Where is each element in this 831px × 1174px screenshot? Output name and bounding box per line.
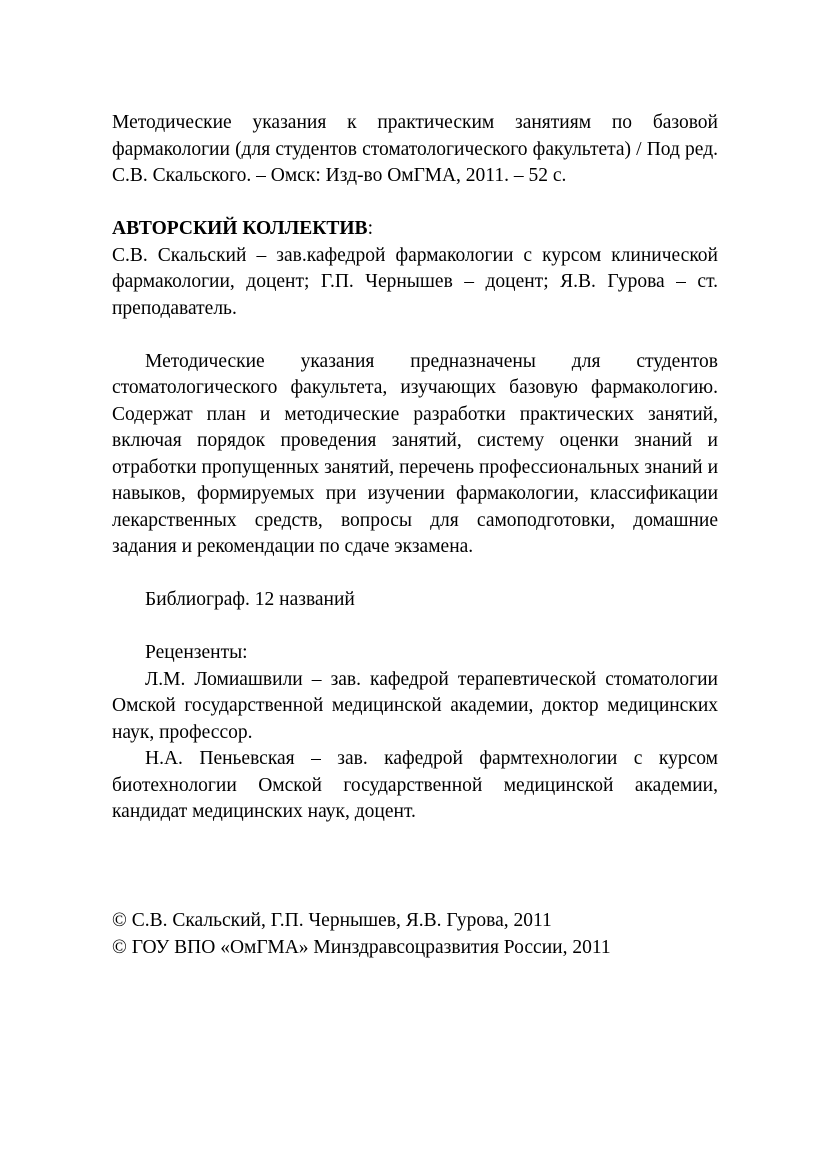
spacer xyxy=(112,614,718,641)
bibliography: Библиограф. 12 названий xyxy=(145,589,355,610)
spacer xyxy=(112,190,718,217)
reviewers-label: Рецензенты: xyxy=(145,642,248,663)
authors-heading-line xyxy=(112,216,718,243)
spacer xyxy=(112,322,718,349)
copyright-authors: © С.В. Скальский, Г.П. Чернышев, Я.В. Гурова, 2011 xyxy=(112,910,552,931)
reviewer-1: Л.М. Ломиашвили – зав. кафедрой терапевтической стоматологии Омской государственной медицинской академии, доктор медицинских наук, профессор. xyxy=(112,668,718,743)
authors-text: С.В. Скальский – зав.кафедрой фармакологии с курсом клинической фармакологии, доцент; Г.П. Чернышев – доцент; Я.В. Гурова – ст. преподаватель. xyxy=(112,244,718,319)
abstract: Методические указания предназначены для студентов стоматологического факультета, изучающих базовую фармакологию. Содержат план и методические разработки практических занятий, включая порядок проведения занятий, систему оценки знаний и отработки пропущенных занятий, перечень профессиональных знаний и навыков, формируемых при изучении фармакологии, классификации лекарственных средств, вопросы для самоподготовки, домашние задания и рекомендации по сдаче экзамена. xyxy=(112,350,718,557)
authors-heading: АВТОРСКИЙ КОЛЛЕКТИВ xyxy=(112,218,368,239)
reviewer-2: Н.А. Пеньевская – зав. кафедрой фармтехнологии с курсом биотехнологии Омской государственной медицинской академии, кандидат медицинских наук, доцент. xyxy=(112,748,718,822)
page-content xyxy=(112,110,718,826)
copyright-institution: © ГОУ ВПО «ОмГМА» Минздравсоцразвития России, 2011 xyxy=(112,936,611,958)
copyright-block xyxy=(112,908,718,961)
spacer xyxy=(112,561,718,588)
authors-heading-colon: : xyxy=(367,218,373,239)
citation: Методические указания к практическим занятиям по базовой фармакологии (для студентов стоматологического факультета) / Под ред. С.В. Скальского. – Омск: Изд-во ОмГМА, 2011. – 52 с. xyxy=(112,112,718,186)
